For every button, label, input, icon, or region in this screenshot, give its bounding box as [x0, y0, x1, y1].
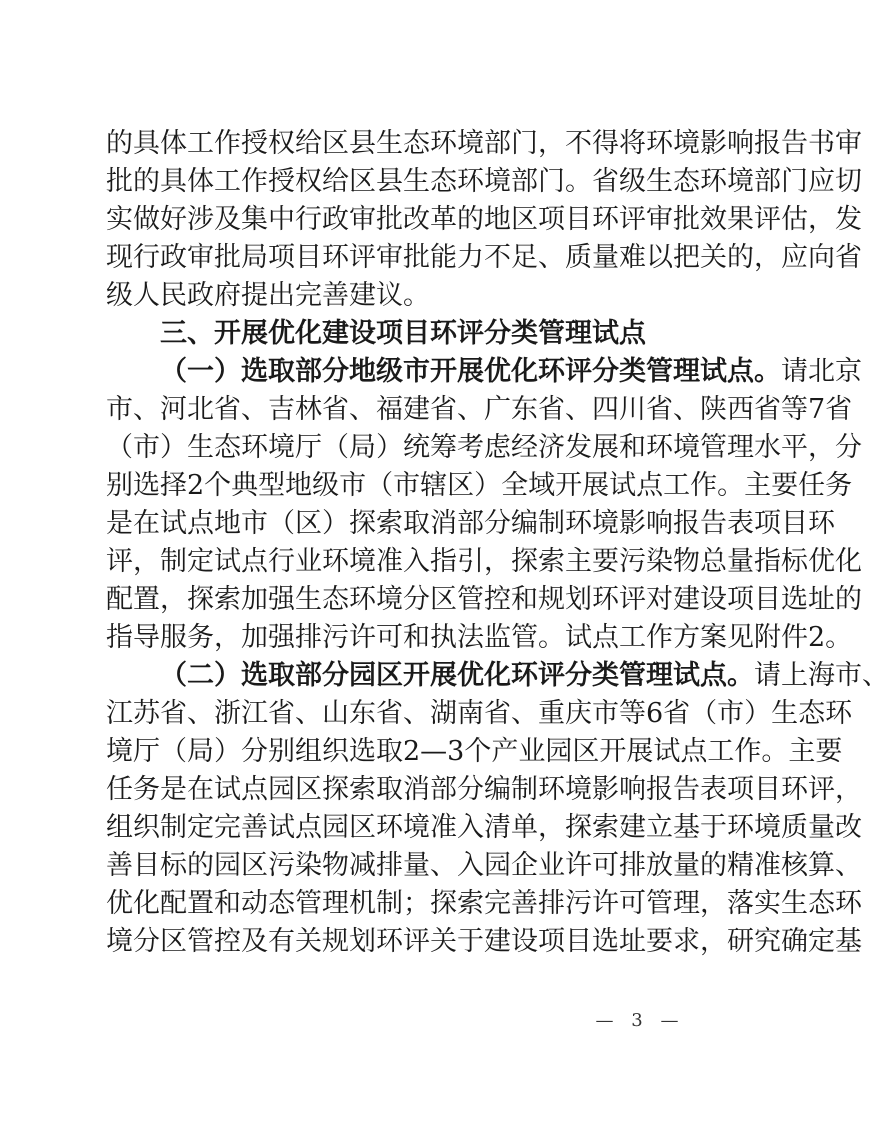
- text-line: 江苏省、浙江省、山东省、湖南省、重庆市等6省（市）生态环: [106, 698, 853, 729]
- text-line: 现行政审批局项目环评审批能力不足、质量难以把关的，应向省: [106, 242, 862, 273]
- text-line: 实做好涉及集中行政审批改革的地区项目环评审批效果评估，发: [106, 204, 862, 235]
- page-number: — 3 —: [595, 1010, 685, 1031]
- document-body: [106, 125, 889, 961]
- text-line: 境厅（局）分别组织选取2—3个产业园区开展试点工作。主要: [106, 736, 843, 767]
- text-line: 境分区管控及有关规划环评关于建设项目选址要求，研究确定基: [106, 926, 862, 957]
- text-line: （市）生态环境厅（局）统筹考虑经济发展和环境管理水平，分: [106, 432, 862, 463]
- text-line: 指导服务，加强排污许可和执法监管。试点工作方案见附件2。: [106, 622, 853, 653]
- text-run: 请上海市、: [754, 660, 889, 691]
- text-line: 是在试点地市（区）探索取消部分编制环境影响报告表项目环: [106, 508, 835, 539]
- paragraph-first-line: [106, 353, 862, 391]
- subsection-heading: （一）选取部分地级市开展优化环评分类管理试点。: [160, 356, 781, 387]
- text-line: 批的具体工作授权给区县生态环境部门。省级生态环境部门应切: [106, 166, 862, 197]
- section-heading: 三、开展优化建设项目环评分类管理试点: [160, 318, 646, 349]
- text-line: 的具体工作授权给区县生态环境部门，不得将环境影响报告书审: [106, 128, 862, 159]
- text-line: 级人民政府提出完善建议。: [106, 280, 430, 311]
- text-line: 任务是在试点园区探索取消部分编制环境影响报告表项目环评，: [106, 774, 862, 805]
- text-line: 配置，探索加强生态环境分区管控和规划环评对建设项目选址的: [106, 584, 862, 615]
- subsection-heading: （二）选取部分园区开展优化环评分类管理试点。: [160, 660, 754, 691]
- text-run: 请北京: [781, 356, 862, 387]
- paragraph-first-line: [106, 657, 889, 695]
- text-line: 别选择2个典型地级市（市辖区）全域开展试点工作。主要任务: [106, 470, 853, 501]
- text-line: 市、河北省、吉林省、福建省、广东省、四川省、陕西省等7省: [106, 394, 853, 425]
- text-line: 评，制定试点行业环境准入指引，探索主要污染物总量指标优化: [106, 546, 862, 577]
- text-line: 组织制定完善试点园区环境准入清单，探索建立基于环境质量改: [106, 812, 862, 843]
- text-line: 善目标的园区污染物减排量、入园企业许可排放量的精准核算、: [106, 850, 862, 881]
- text-line: 优化配置和动态管理机制；探索完善排污许可管理，落实生态环: [106, 888, 862, 919]
